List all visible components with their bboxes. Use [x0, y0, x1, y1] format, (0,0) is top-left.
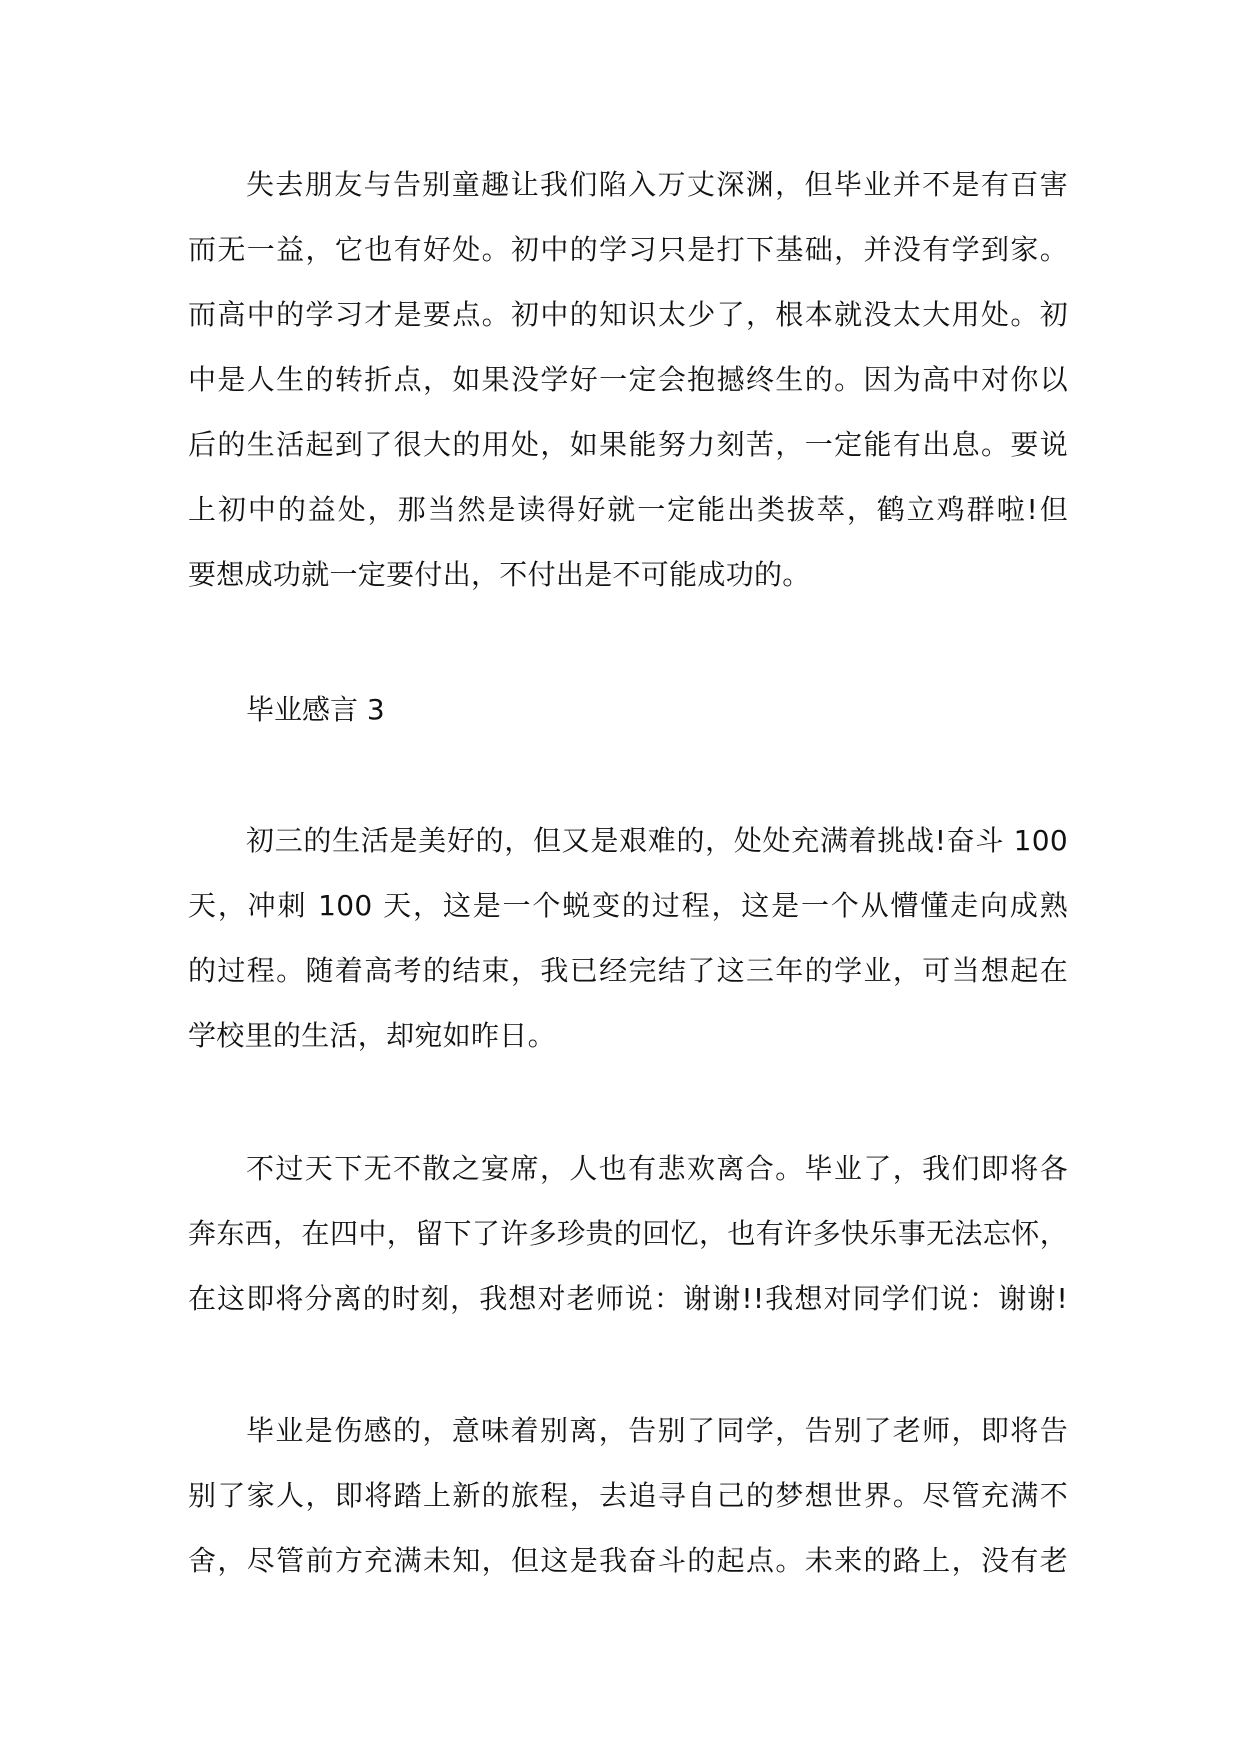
text-line: 而高中的学习才是要点。初中的知识太少了，根本就没太大用处。初	[188, 298, 1068, 331]
text-line: 中是人生的转折点，如果没学好一定会抱撼终生的。因为高中对你以	[188, 363, 1068, 396]
text-line: 学校里的生活，却宛如昨日。	[188, 1019, 556, 1052]
text-line: 在这即将分离的时刻，我想对老师说：谢谢!!我想对同学们说：谢谢!	[188, 1282, 1068, 1315]
text-line: 的过程。随着高考的结束，我已经完结了这三年的学业，可当想起在	[188, 954, 1068, 987]
text-line: 天，冲刺 100 天，这是一个蜕变的过程，这是一个从懵懂走向成熟	[188, 889, 1068, 922]
paragraph-1	[188, 152, 1068, 607]
paragraph-4	[188, 1398, 1068, 1593]
text-line: 毕业是伤感的，意味着别离，告别了同学，告别了老师，即将告	[246, 1414, 1068, 1447]
text-line: 舍，尽管前方充满未知，但这是我奋斗的起点。未来的路上，没有老	[188, 1544, 1068, 1577]
text-line: 后的生活起到了很大的用处，如果能努力刻苦，一定能有出息。要说	[188, 428, 1068, 461]
text-line: 初三的生活是美好的，但又是艰难的，处处充满着挑战!奋斗 100	[246, 824, 1068, 857]
text-line: 上初中的益处，那当然是读得好就一定能出类拔萃，鹤立鸡群啦!但	[188, 493, 1068, 526]
section-heading: 毕业感言 3	[246, 693, 385, 726]
text-line: 而无一益，它也有好处。初中的学习只是打下基础，并没有学到家。	[188, 233, 1068, 266]
text-line: 失去朋友与告别童趣让我们陷入万丈深渊，但毕业并不是有百害	[246, 168, 1068, 201]
text-line: 别了家人，即将踏上新的旅程，去追寻自己的梦想世界。尽管充满不	[188, 1479, 1068, 1512]
text-line: 不过天下无不散之宴席，人也有悲欢离合。毕业了，我们即将各	[246, 1152, 1068, 1185]
text-line: 奔东西，在四中，留下了许多珍贵的回忆，也有许多快乐事无法忘怀，	[188, 1217, 1068, 1250]
text-line: 要想成功就一定要付出，不付出是不可能成功的。	[188, 558, 811, 591]
paragraph-3	[188, 1136, 1068, 1331]
paragraph-2	[188, 808, 1068, 1068]
